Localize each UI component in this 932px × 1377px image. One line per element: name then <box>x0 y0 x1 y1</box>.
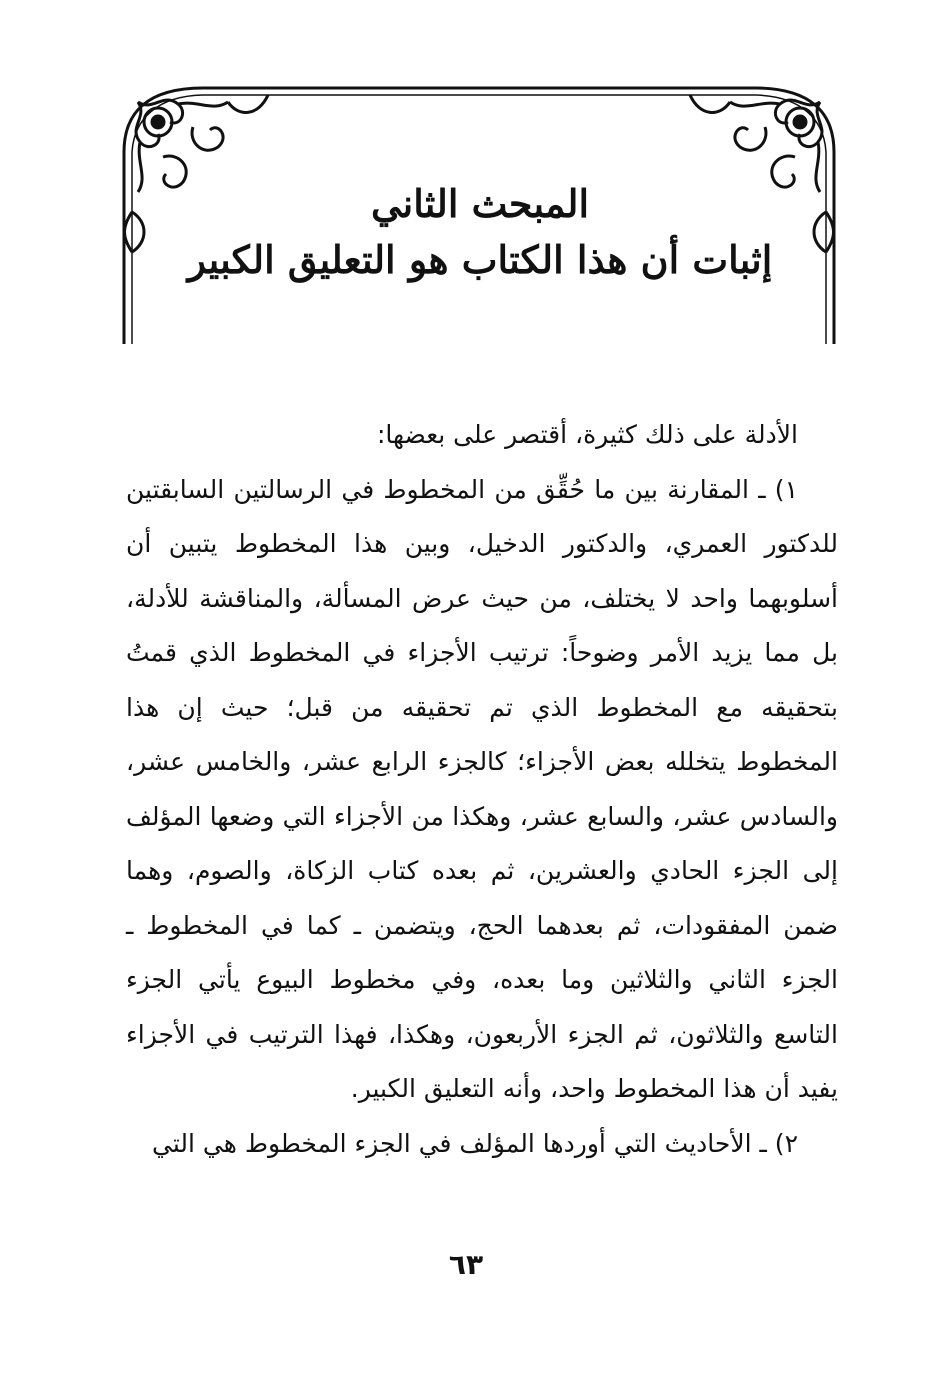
point-2-paragraph: ٢) ـ الأحاديث التي أوردها المؤلف في الجزء المخطوط هي التي <box>152 1128 798 1158</box>
point-1-paragraph: ١) ـ المقارنة بين ما حُقِّق من المخطوط في الرسالتين السابقتين للدكتور العمري، والدكتور الدخيل، وبين هذا المخطوط يتبين أن أسلوبهما واحد لا يختلف، من حيث عرض المسألة، والمناقشة للأدلة، بل مما يزيد الأمر وضوحاً: ترتيب الأجزاء في المخطوط الذي قمتُ بتحقيقه مع المخطوط الذي تم تحقيقه من قبل؛ حيث إن هذا المخطوط يتخلله بعض الأجزاء؛ كالجزء الرابع عشر، والخامس عشر، والسادس عشر، والسابع عشر، وهكذا من الأجزاء التي وضعها المؤلف إلى الجزء الحادي والعشرين، ثم بعده كتاب الزكاة، والصوم، وهما ضمن المفقودات، ثم بعدهما الحج، ويتضمن ـ كما في المخطوط ـ الجزء الثاني والثلاثين وما بعده، وفي مخطوط البيوع يأتي الجزء التاسع والثلاثون، ثم الجزء الأربعون، وهكذا، فهذا الترتيب في الأجزاء يفيد أن هذا المخطوط واحد، وأنه التعليق الكبير. <box>126 474 838 1103</box>
section-title: المبحث الثاني <box>370 181 590 226</box>
body-text <box>126 408 838 1171</box>
page-number: ٦٣ <box>448 1248 484 1281</box>
intro-paragraph: الأدلة على ذلك كثيرة، أقتصر على بعضها: <box>376 420 798 449</box>
section-subtitle: إثبات أن هذا الكتاب هو التعليق الكبير <box>187 237 773 282</box>
chapter-heading <box>150 178 810 290</box>
